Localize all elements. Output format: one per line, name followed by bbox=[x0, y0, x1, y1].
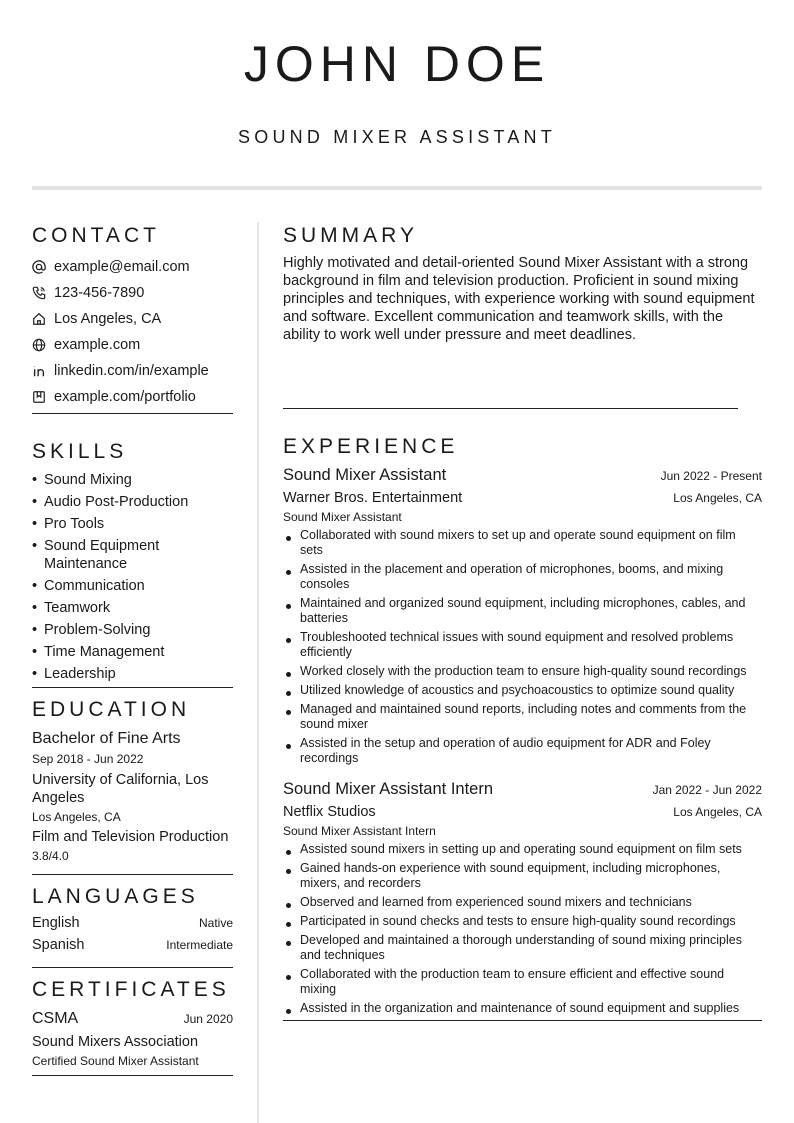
bullet-icon bbox=[283, 861, 300, 891]
education-degree: Bachelor of Fine Arts bbox=[32, 730, 181, 747]
job-bullet: Gained hands-on experience with sound equipment, including microphones, mixers, and recorders bbox=[283, 861, 762, 891]
skill-item: • Leadership bbox=[32, 666, 116, 682]
contact-website[interactable] bbox=[32, 332, 233, 358]
bullet-icon bbox=[283, 933, 300, 963]
contact-email[interactable] bbox=[32, 254, 233, 280]
certificate-issuer: Sound Mixers Association bbox=[32, 1034, 199, 1050]
bullet-icon bbox=[283, 1001, 300, 1016]
certificate-item bbox=[32, 1009, 233, 1029]
skill-item: • Problem-Solving bbox=[32, 622, 151, 638]
job-header bbox=[283, 464, 762, 486]
language-name: Spanish bbox=[32, 937, 85, 953]
globe-icon bbox=[32, 338, 54, 352]
skill-item: • Time Management bbox=[32, 644, 165, 660]
job-bullet: Developed and maintained a thorough understanding of sound mixing principles and techniques bbox=[283, 933, 762, 963]
job-company: Netflix Studios bbox=[283, 804, 376, 820]
contact-location bbox=[32, 306, 233, 332]
summary-section bbox=[283, 222, 762, 409]
certificates-section bbox=[32, 976, 233, 1076]
job-bullet: Managed and maintained sound reports, including notes and comments from the sound mixer bbox=[283, 702, 762, 732]
job-bullet: Assisted in the organization and maintenance of sound equipment and supplies bbox=[283, 1001, 762, 1016]
contact-linkedin[interactable] bbox=[32, 358, 233, 384]
certificate-date: Jun 2020 bbox=[183, 1012, 233, 1026]
bullet-icon: • bbox=[32, 644, 38, 660]
skills-list bbox=[32, 471, 233, 683]
certificate-name: CSMA bbox=[32, 1010, 79, 1027]
languages-heading: LANGUAGES bbox=[32, 885, 199, 908]
job-location: Los Angeles, CA bbox=[673, 491, 762, 505]
contact-portfolio-text: example.com/portfolio bbox=[54, 389, 196, 405]
experience-heading: EXPERIENCE bbox=[283, 435, 459, 458]
resume-name: JOHN DOE bbox=[243, 36, 551, 92]
job-bullet: Assisted in the placement and operation of microphones, booms, and mixing consoles bbox=[283, 562, 762, 592]
bullet-icon bbox=[283, 528, 300, 558]
job-bullet: Observed and learned from experienced sound mixers and technicians bbox=[283, 895, 762, 910]
bullet-icon bbox=[283, 702, 300, 732]
right-column bbox=[283, 222, 762, 1021]
phone-icon bbox=[32, 286, 54, 300]
job-bullet: Maintained and organized sound equipment, including microphones, cables, and batteries bbox=[283, 596, 762, 626]
header-divider bbox=[32, 186, 762, 190]
job-bullet: Troubleshooted technical issues with sound equipment and resolved problems efficiently bbox=[283, 630, 762, 660]
home-icon bbox=[32, 312, 54, 326]
bullet-icon bbox=[283, 895, 300, 910]
bullet-icon: • bbox=[32, 516, 38, 532]
summary-divider bbox=[283, 408, 738, 409]
job-location: Los Angeles, CA bbox=[673, 805, 762, 819]
skills-section bbox=[32, 438, 233, 688]
certificates-divider bbox=[32, 1075, 233, 1076]
at-icon bbox=[32, 260, 54, 274]
linkedin-icon bbox=[32, 364, 54, 378]
resume-title: SOUND MIXER ASSISTANT bbox=[238, 127, 556, 147]
languages-divider bbox=[32, 967, 233, 968]
job-bullet: Collaborated with sound mixers to set up and operate sound equipment on film sets bbox=[283, 528, 762, 558]
language-item bbox=[32, 915, 233, 937]
skill-item: • Sound Mixing bbox=[32, 472, 132, 488]
bullet-icon bbox=[283, 967, 300, 997]
bullet-icon: • bbox=[32, 578, 38, 594]
experience-section bbox=[283, 433, 762, 1021]
skill-item: • Audio Post-Production bbox=[32, 494, 189, 510]
bullet-icon bbox=[283, 664, 300, 679]
contact-location-text: Los Angeles, CA bbox=[54, 311, 162, 327]
bullet-icon: • bbox=[32, 472, 38, 488]
skill-item: • Teamwork bbox=[32, 600, 111, 616]
bullet-icon bbox=[283, 842, 300, 857]
contact-email-text: example@email.com bbox=[54, 259, 190, 275]
job-bullet: Participated in sound checks and tests to ensure high-quality sound recordings bbox=[283, 914, 762, 929]
job-entry bbox=[283, 778, 762, 1016]
education-gpa: 3.8/4.0 bbox=[32, 849, 69, 863]
column-divider bbox=[257, 222, 259, 1123]
skills-divider bbox=[32, 687, 233, 688]
left-column bbox=[32, 222, 233, 1076]
bullet-icon bbox=[283, 630, 300, 660]
contact-phone[interactable] bbox=[32, 280, 233, 306]
education-school: University of California, Los Angeles bbox=[32, 772, 209, 806]
education-section bbox=[32, 696, 233, 875]
portfolio-icon bbox=[32, 390, 54, 404]
job-header bbox=[283, 778, 762, 800]
skill-item: • Pro Tools bbox=[32, 516, 105, 532]
job-bullet: Assisted in the setup and operation of audio equipment for ADR and Foley recordings bbox=[283, 736, 762, 766]
languages-list bbox=[32, 915, 233, 959]
education-divider bbox=[32, 874, 233, 875]
language-level: Intermediate bbox=[166, 938, 233, 952]
job-entry bbox=[283, 464, 762, 766]
language-level: Native bbox=[198, 916, 233, 930]
job-bullet: Worked closely with the production team to ensure high-quality sound recordings bbox=[283, 664, 762, 679]
bullet-icon bbox=[283, 596, 300, 626]
skill-item: • Communication bbox=[32, 578, 145, 594]
language-name: English bbox=[32, 915, 80, 931]
contact-divider bbox=[32, 413, 233, 414]
certificates-heading: CERTIFICATES bbox=[32, 978, 230, 1001]
job-title: Sound Mixer Assistant Intern bbox=[283, 780, 494, 798]
bullet-icon: • bbox=[32, 494, 38, 510]
education-location: Los Angeles, CA bbox=[32, 810, 121, 824]
education-field: Film and Television Production bbox=[32, 829, 229, 845]
bullet-icon bbox=[283, 562, 300, 592]
contact-portfolio[interactable] bbox=[32, 384, 233, 410]
bullet-icon: • bbox=[32, 622, 38, 638]
experience-divider bbox=[283, 1020, 762, 1021]
bullet-icon: • bbox=[32, 666, 38, 682]
contact-list bbox=[32, 254, 233, 410]
skill-item: • Sound Equipment Maintenance bbox=[32, 538, 160, 572]
job-company: Warner Bros. Entertainment bbox=[283, 490, 463, 506]
job-title: Sound Mixer Assistant bbox=[283, 466, 447, 484]
job-subheader bbox=[283, 488, 762, 508]
job-bullets bbox=[283, 842, 762, 1016]
job-dates: Jun 2022 - Present bbox=[660, 469, 762, 483]
summary-heading: SUMMARY bbox=[283, 224, 418, 247]
education-heading: EDUCATION bbox=[32, 698, 191, 721]
education-dates: Sep 2018 - Jun 2022 bbox=[32, 752, 144, 766]
contact-heading: CONTACT bbox=[32, 224, 160, 247]
bullet-icon bbox=[283, 914, 300, 929]
job-bullet: Collaborated with the production team to ensure efficient and effective sound mixing bbox=[283, 967, 762, 997]
job-role: Sound Mixer Assistant Intern bbox=[283, 824, 436, 838]
certificate-detail: Certified Sound Mixer Assistant bbox=[32, 1054, 199, 1068]
contact-linkedin-text: linkedin.com/in/example bbox=[54, 363, 209, 379]
contact-section bbox=[32, 222, 233, 414]
contact-phone-text: 123-456-7890 bbox=[54, 285, 145, 301]
job-dates: Jan 2022 - Jun 2022 bbox=[652, 783, 762, 797]
skills-heading: SKILLS bbox=[32, 440, 128, 463]
bullet-icon bbox=[283, 736, 300, 766]
summary-text: Highly motivated and detail-oriented Sound Mixer Assistant with a strong background in film and television production. Proficient in sound mixing principles and techniques, with experience working with sound equipment and software. Excellent communication and teamwork skills, with the ability to work well under pressure and meet deadlines. bbox=[283, 255, 755, 343]
job-subheader bbox=[283, 802, 762, 822]
bullet-icon: • bbox=[32, 538, 38, 554]
bullet-icon: • bbox=[32, 600, 38, 616]
job-bullet: Utilized knowledge of acoustics and psychoacoustics to optimize sound quality bbox=[283, 683, 762, 698]
bullet-icon bbox=[283, 683, 300, 698]
job-bullet: Assisted sound mixers in setting up and operating sound equipment on film sets bbox=[283, 842, 762, 857]
languages-section bbox=[32, 883, 233, 968]
job-role: Sound Mixer Assistant bbox=[283, 510, 402, 524]
job-bullets bbox=[283, 528, 762, 766]
contact-website-text: example.com bbox=[54, 337, 141, 353]
language-item bbox=[32, 937, 233, 959]
